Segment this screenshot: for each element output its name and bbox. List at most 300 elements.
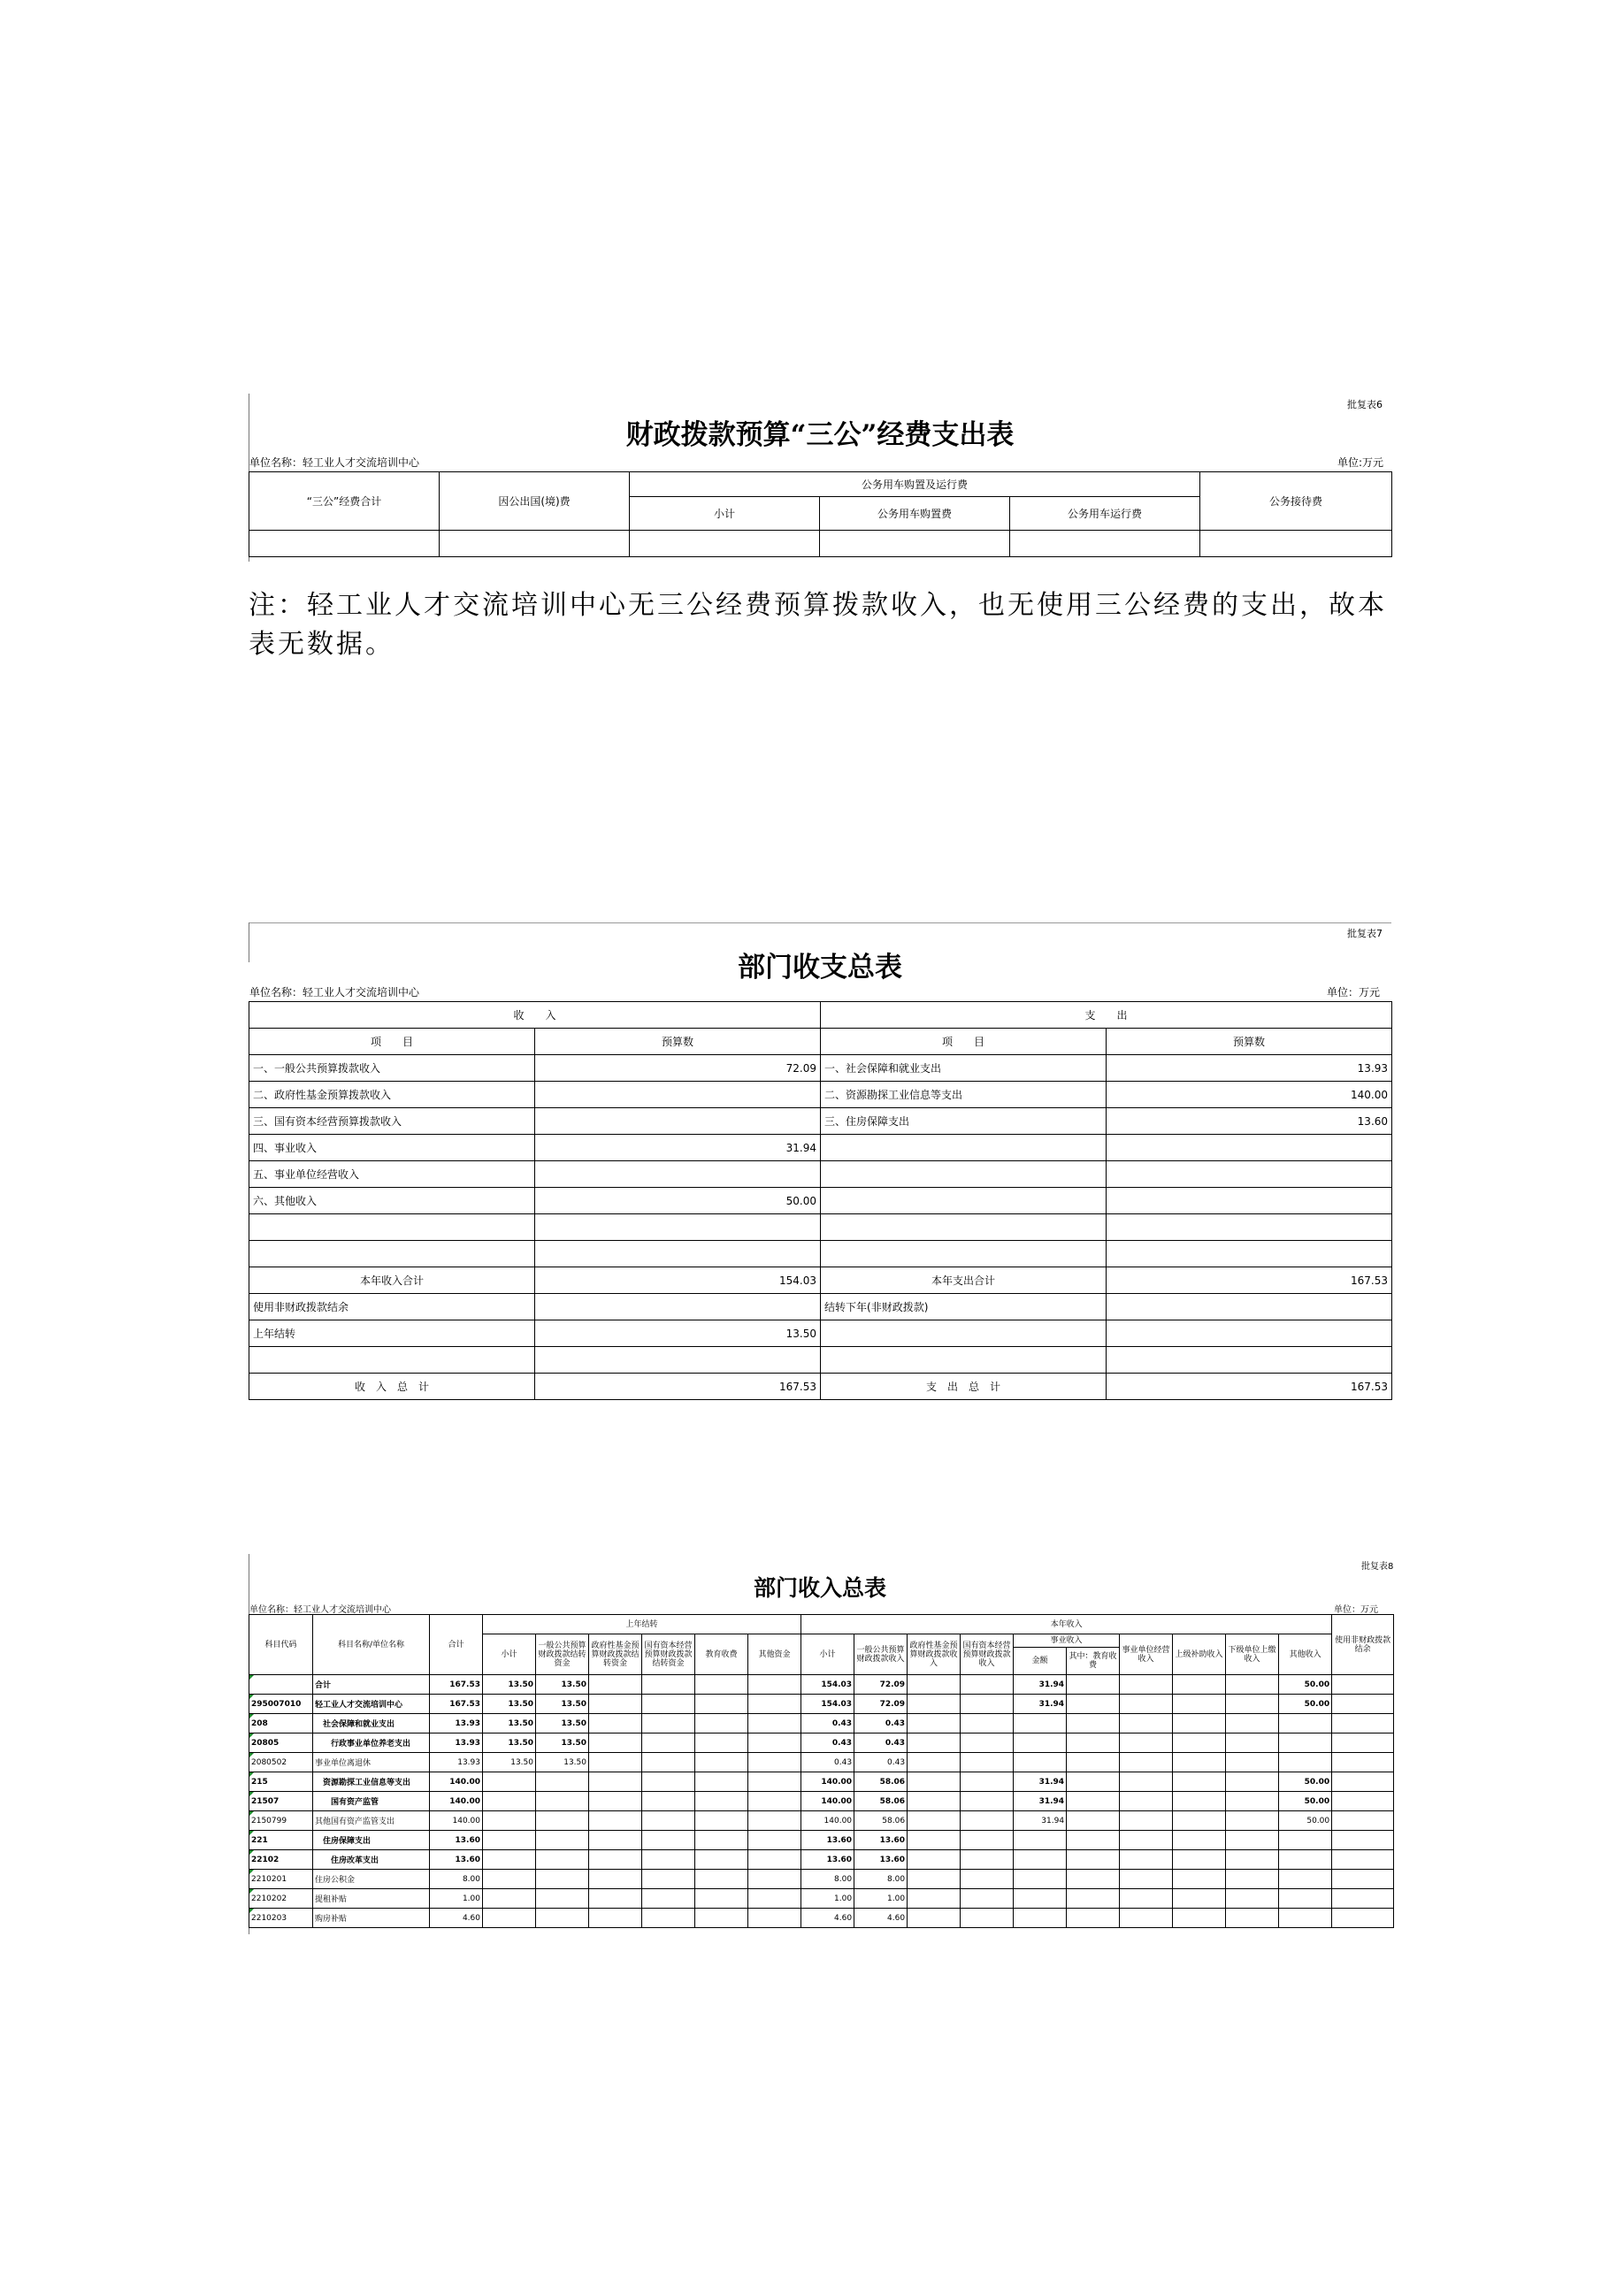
value-cell: 13.50 (483, 1675, 536, 1695)
value-cell (748, 1850, 801, 1870)
note-text: 注：轻工业人才交流培训中心无三公经费预算拨款收入，也无使用三公经费的支出，故本表无数据。 (249, 590, 1387, 660)
value-cell (1067, 1850, 1120, 1870)
value-cell (961, 1753, 1014, 1772)
value-cell (589, 1714, 642, 1733)
value-cell (908, 1714, 961, 1733)
value-cell (1067, 1909, 1120, 1928)
expense-amount: 13.60 (1107, 1108, 1392, 1135)
subject-name: 轻工业人才交流培训中心 (313, 1695, 430, 1714)
value-cell: 167.53 (430, 1695, 483, 1714)
table-row (249, 531, 1392, 557)
table-tag: 批复表8 (1361, 1562, 1394, 1572)
value-cell: 8.00 (430, 1870, 483, 1889)
value-cell (695, 1889, 748, 1909)
value-cell (961, 1714, 1014, 1733)
value-cell (1173, 1675, 1226, 1695)
value-cell (908, 1831, 961, 1850)
value-cell (1332, 1909, 1394, 1928)
table-row (249, 1267, 1392, 1294)
header-ly-general: 一般公共预算财政拨款结转资金 (536, 1634, 589, 1675)
value-cell (695, 1733, 748, 1753)
table-tag: 批复表6 (1347, 399, 1383, 410)
subject-name: 住房改革支出 (313, 1850, 430, 1870)
value-cell (1279, 1909, 1332, 1928)
value-cell: 154.03 (801, 1695, 854, 1714)
subject-code: 2080502 (249, 1753, 313, 1772)
value-cell (695, 1695, 748, 1714)
value-cell: 58.06 (854, 1811, 908, 1831)
value-cell (1120, 1811, 1173, 1831)
value-cell (695, 1772, 748, 1792)
header-ly-other: 其他资金 (748, 1634, 801, 1675)
value-cell: 72.09 (854, 1695, 908, 1714)
value-cell (589, 1850, 642, 1870)
value-cell (961, 1850, 1014, 1870)
value-cell: 140.00 (801, 1792, 854, 1811)
value-cell (589, 1889, 642, 1909)
value-cell (961, 1695, 1014, 1714)
value-cell (1014, 1909, 1067, 1928)
value-cell (748, 1753, 801, 1772)
value-cell (1332, 1675, 1394, 1695)
header-amount: 金额 (1014, 1648, 1067, 1675)
value-cell (1279, 1870, 1332, 1889)
header-edu-fee: 其中：教育收费 (1067, 1648, 1120, 1675)
value-cell (908, 1733, 961, 1753)
value-cell (748, 1792, 801, 1811)
table-row (249, 1108, 1392, 1135)
value-cell: 13.50 (483, 1753, 536, 1772)
value-cell (589, 1909, 642, 1928)
table-row (249, 1675, 1394, 1695)
income-item (249, 1347, 535, 1374)
value-cell (961, 1831, 1014, 1850)
income-amount: 154.03 (535, 1267, 821, 1294)
table-row (249, 1733, 1394, 1753)
expense-item (821, 1135, 1107, 1161)
income-item: 二、政府性基金预算拨款收入 (249, 1082, 535, 1108)
value-cell (1332, 1733, 1394, 1753)
value-cell (695, 1675, 748, 1695)
income-item: 一、一般公共预算拨款收入 (249, 1055, 535, 1082)
value-cell (1120, 1889, 1173, 1909)
value-cell (961, 1811, 1014, 1831)
table-row (249, 1753, 1394, 1772)
value-cell: 50.00 (1279, 1811, 1332, 1831)
value-cell (695, 1753, 748, 1772)
value-cell (1226, 1850, 1279, 1870)
value-cell (908, 1675, 961, 1695)
value-cell: 1.00 (854, 1889, 908, 1909)
income-amount: 72.09 (535, 1055, 821, 1082)
value-cell (1332, 1889, 1394, 1909)
expense-item (821, 1241, 1107, 1267)
value-cell (1120, 1695, 1173, 1714)
value-cell (908, 1753, 961, 1772)
value-cell: 13.50 (483, 1714, 536, 1733)
value-cell (908, 1889, 961, 1909)
table-row (249, 1161, 1392, 1188)
value-cell (1279, 1714, 1332, 1733)
value-cell (483, 1772, 536, 1792)
value-cell: 31.94 (1014, 1675, 1067, 1695)
value-cell: 58.06 (854, 1772, 908, 1792)
value-cell (536, 1870, 589, 1889)
value-cell (748, 1870, 801, 1889)
value-cell (642, 1870, 695, 1889)
header-biz: 事业单位经营收入 (1120, 1634, 1173, 1675)
value-cell (1067, 1695, 1120, 1714)
value-cell (642, 1889, 695, 1909)
value-cell (748, 1714, 801, 1733)
value-cell (536, 1772, 589, 1792)
value-cell (1226, 1695, 1279, 1714)
expense-amount (1107, 1294, 1392, 1320)
value-cell (1226, 1831, 1279, 1850)
value-cell (1014, 1870, 1067, 1889)
value-cell (589, 1831, 642, 1850)
value-cell (483, 1870, 536, 1889)
value-cell (1173, 1714, 1226, 1733)
value-cell (1279, 1753, 1332, 1772)
value-cell (1014, 1733, 1067, 1753)
value-cell (1332, 1772, 1394, 1792)
value-cell (695, 1909, 748, 1928)
expense-amount-header: 预算数 (1107, 1029, 1392, 1055)
income-header: 收 入 (249, 1002, 821, 1029)
value-cell (961, 1870, 1014, 1889)
value-cell: 13.60 (854, 1831, 908, 1850)
value-cell: 13.50 (536, 1714, 589, 1733)
value-cell (1173, 1695, 1226, 1714)
header-ly-fund: 政府性基金预算财政拨款结转资金 (589, 1634, 642, 1675)
header-subtotal: 小计 (630, 497, 820, 531)
value-cell: 0.43 (854, 1714, 908, 1733)
table-row (249, 1135, 1392, 1161)
expense-item (821, 1320, 1107, 1347)
value-cell: 31.94 (1014, 1772, 1067, 1792)
header-ly-subtotal: 小计 (483, 1634, 536, 1675)
expense-amount (1107, 1347, 1392, 1374)
expense-amount (1107, 1320, 1392, 1347)
value-cell (695, 1831, 748, 1850)
value-cell: 140.00 (430, 1772, 483, 1792)
expense-amount (1107, 1214, 1392, 1241)
value-cell (1067, 1870, 1120, 1889)
subject-code: 2210203 (249, 1909, 313, 1928)
value-cell (1332, 1792, 1394, 1811)
value-cell: 13.50 (536, 1675, 589, 1695)
income-amount (535, 1214, 821, 1241)
subject-name: 住房保障支出 (313, 1831, 430, 1850)
value-cell (1279, 1850, 1332, 1870)
value-cell (1226, 1811, 1279, 1831)
value-cell (1332, 1811, 1394, 1831)
expense-item: 支 出 总 计 (821, 1374, 1107, 1400)
header-career: 事业收入 (1014, 1634, 1120, 1648)
expense-amount: 167.53 (1107, 1374, 1392, 1400)
value-cell (1226, 1753, 1279, 1772)
value-cell (1226, 1909, 1279, 1928)
income-item: 三、国有资本经营预算拨款收入 (249, 1108, 535, 1135)
expense-item (821, 1161, 1107, 1188)
value-cell (695, 1870, 748, 1889)
header-ly-edu: 教育收费 (695, 1634, 748, 1675)
value-cell (1120, 1675, 1173, 1695)
value-cell (1332, 1695, 1394, 1714)
value-cell: 31.94 (1014, 1792, 1067, 1811)
subject-code: 2210202 (249, 1889, 313, 1909)
value-cell: 8.00 (854, 1870, 908, 1889)
value-cell: 13.60 (854, 1850, 908, 1870)
table-row (249, 1214, 1392, 1241)
header-surplus: 使用非财政拨款结余 (1332, 1615, 1394, 1675)
table-row (249, 1811, 1394, 1831)
value-cell (1014, 1850, 1067, 1870)
value-cell (642, 1792, 695, 1811)
expense-item-header: 项 目 (821, 1029, 1107, 1055)
header-reception: 公务接待费 (1200, 472, 1392, 531)
value-cell (642, 1831, 695, 1850)
value-cell: 13.60 (430, 1850, 483, 1870)
value-cell (1332, 1753, 1394, 1772)
value-cell (589, 1772, 642, 1792)
expense-item (821, 1347, 1107, 1374)
table-row (249, 1870, 1394, 1889)
value-cell (961, 1889, 1014, 1909)
value-cell: 8.00 (801, 1870, 854, 1889)
value-cell (748, 1909, 801, 1928)
value-cell (642, 1714, 695, 1733)
subject-code: 295007010 (249, 1695, 313, 1714)
value-cell (483, 1850, 536, 1870)
value-cell (1120, 1792, 1173, 1811)
value-cell (748, 1675, 801, 1695)
value-cell (1067, 1831, 1120, 1850)
value-cell (1120, 1850, 1173, 1870)
value-cell (536, 1909, 589, 1928)
value-cell (961, 1792, 1014, 1811)
value-cell (1067, 1675, 1120, 1695)
expense-amount (1107, 1161, 1392, 1188)
value-cell (908, 1909, 961, 1928)
income-item: 六、其他收入 (249, 1188, 535, 1214)
value-cell (748, 1733, 801, 1753)
income-item (249, 1214, 535, 1241)
subject-name: 合计 (313, 1675, 430, 1695)
subject-code: 2150799 (249, 1811, 313, 1831)
value-cell (748, 1811, 801, 1831)
value-cell (748, 1831, 801, 1850)
expense-amount (1107, 1188, 1392, 1214)
subject-name: 资源勘探工业信息等支出 (313, 1772, 430, 1792)
value-cell: 4.60 (801, 1909, 854, 1928)
value-cell (589, 1675, 642, 1695)
value-cell (1173, 1909, 1226, 1928)
subject-name: 事业单位离退休 (313, 1753, 430, 1772)
income-amount (535, 1241, 821, 1267)
header-car-group: 公务用车购置及运行费 (630, 472, 1200, 497)
value-cell (1120, 1870, 1173, 1889)
department-income-table (249, 1614, 1394, 1928)
value-cell (483, 1889, 536, 1909)
value-cell (1067, 1889, 1120, 1909)
expense-item (821, 1214, 1107, 1241)
value-cell (1173, 1792, 1226, 1811)
subject-name: 提租补贴 (313, 1889, 430, 1909)
table-row (249, 1188, 1392, 1214)
value-cell (642, 1811, 695, 1831)
expense-amount: 167.53 (1107, 1267, 1392, 1294)
subject-name: 购房补贴 (313, 1909, 430, 1928)
value-cell (1120, 1714, 1173, 1733)
table-row (249, 1831, 1394, 1850)
subject-code: 22102 (249, 1850, 313, 1870)
value-cell: 167.53 (430, 1675, 483, 1695)
expense-amount (1107, 1241, 1392, 1267)
unit-label: 单位：万元 (1327, 986, 1381, 999)
value-cell (589, 1753, 642, 1772)
value-cell (1226, 1889, 1279, 1909)
value-cell (748, 1772, 801, 1792)
income-amount: 31.94 (535, 1135, 821, 1161)
page-title: 部门收支总表 (738, 952, 902, 983)
income-item (249, 1241, 535, 1267)
expense-item: 本年支出合计 (821, 1267, 1107, 1294)
subject-code (249, 1675, 313, 1695)
table-row (249, 1695, 1394, 1714)
value-cell (536, 1850, 589, 1870)
header-code: 科目代码 (249, 1615, 313, 1675)
table-row (249, 1320, 1392, 1347)
table-row (249, 1714, 1394, 1733)
value-cell: 13.50 (536, 1695, 589, 1714)
subject-name: 住房公积金 (313, 1870, 430, 1889)
value-cell (908, 1772, 961, 1792)
three-public-expense-table (249, 471, 1392, 557)
value-cell (1120, 1772, 1173, 1792)
income-amount (535, 1161, 821, 1188)
value-cell: 0.43 (854, 1753, 908, 1772)
value-cell: 31.94 (1014, 1695, 1067, 1714)
table-row (249, 1792, 1394, 1811)
value-cell (908, 1811, 961, 1831)
unit-name: 单位名称：轻工业人才交流培训中心 (249, 986, 420, 999)
income-amount (535, 1108, 821, 1135)
value-cell (1173, 1733, 1226, 1753)
value-cell: 0.43 (801, 1753, 854, 1772)
value-cell (961, 1675, 1014, 1695)
table-tag: 批复表7 (1347, 928, 1383, 939)
table-row (249, 1055, 1392, 1082)
value-cell: 140.00 (801, 1811, 854, 1831)
value-cell (748, 1889, 801, 1909)
value-cell (1173, 1850, 1226, 1870)
value-cell (1226, 1772, 1279, 1792)
value-cell (1173, 1811, 1226, 1831)
value-cell (1173, 1772, 1226, 1792)
table-row (249, 1772, 1394, 1792)
income-amount (535, 1294, 821, 1320)
value-cell: 0.43 (854, 1733, 908, 1753)
value-cell (642, 1733, 695, 1753)
value-cell (1332, 1850, 1394, 1870)
expense-item: 三、住房保障支出 (821, 1108, 1107, 1135)
value-cell (1067, 1753, 1120, 1772)
value-cell (589, 1733, 642, 1753)
subject-name: 社会保障和就业支出 (313, 1714, 430, 1733)
income-item: 上年结转 (249, 1320, 535, 1347)
page-title: 部门收入总表 (753, 1575, 886, 1601)
value-cell (483, 1831, 536, 1850)
value-cell: 140.00 (430, 1811, 483, 1831)
section-divider (249, 922, 1391, 923)
value-cell: 0.43 (801, 1733, 854, 1753)
value-cell (1226, 1675, 1279, 1695)
value-cell: 140.00 (430, 1792, 483, 1811)
unit-name: 单位名称：轻工业人才交流培训中心 (249, 1605, 391, 1615)
value-cell (1173, 1889, 1226, 1909)
value-cell (961, 1909, 1014, 1928)
subject-code: 215 (249, 1772, 313, 1792)
value-cell (536, 1792, 589, 1811)
value-cell: 50.00 (1279, 1792, 1332, 1811)
income-amount (535, 1082, 821, 1108)
header-total: “三公”经费合计 (249, 472, 440, 531)
value-cell (908, 1695, 961, 1714)
value-cell (1279, 1889, 1332, 1909)
value-cell (695, 1792, 748, 1811)
table-row (249, 1909, 1394, 1928)
subject-name: 国有资产监管 (313, 1792, 430, 1811)
value-cell: 50.00 (1279, 1675, 1332, 1695)
income-item: 使用非财政拨款结余 (249, 1294, 535, 1320)
income-amount: 13.50 (535, 1320, 821, 1347)
value-cell (589, 1870, 642, 1889)
expense-amount (1107, 1135, 1392, 1161)
income-amount: 167.53 (535, 1374, 821, 1400)
income-item: 本年收入合计 (249, 1267, 535, 1294)
subject-code: 21507 (249, 1792, 313, 1811)
header-lower: 下级单位上缴收入 (1226, 1634, 1279, 1675)
value-cell (1067, 1772, 1120, 1792)
value-cell: 13.93 (430, 1714, 483, 1733)
header-upper: 上级补助收入 (1173, 1634, 1226, 1675)
unit-label: 单位：万元 (1334, 1605, 1378, 1615)
value-cell (1279, 1831, 1332, 1850)
expense-header: 支 出 (821, 1002, 1392, 1029)
value-cell (589, 1695, 642, 1714)
income-amount (535, 1347, 821, 1374)
value-cell (1226, 1870, 1279, 1889)
value-cell (961, 1772, 1014, 1792)
value-cell (1067, 1714, 1120, 1733)
value-cell: 50.00 (1279, 1772, 1332, 1792)
expense-item (821, 1188, 1107, 1214)
table-row (249, 1347, 1392, 1374)
income-item: 收 入 总 计 (249, 1374, 535, 1400)
unit-label: 单位:万元 (1337, 456, 1384, 469)
expense-amount: 13.93 (1107, 1055, 1392, 1082)
income-amount: 50.00 (535, 1188, 821, 1214)
value-cell: 1.00 (430, 1889, 483, 1909)
value-cell (536, 1831, 589, 1850)
header-total: 合计 (430, 1615, 483, 1675)
value-cell: 140.00 (801, 1772, 854, 1792)
value-cell: 13.60 (801, 1850, 854, 1870)
value-cell (695, 1714, 748, 1733)
value-cell (483, 1792, 536, 1811)
